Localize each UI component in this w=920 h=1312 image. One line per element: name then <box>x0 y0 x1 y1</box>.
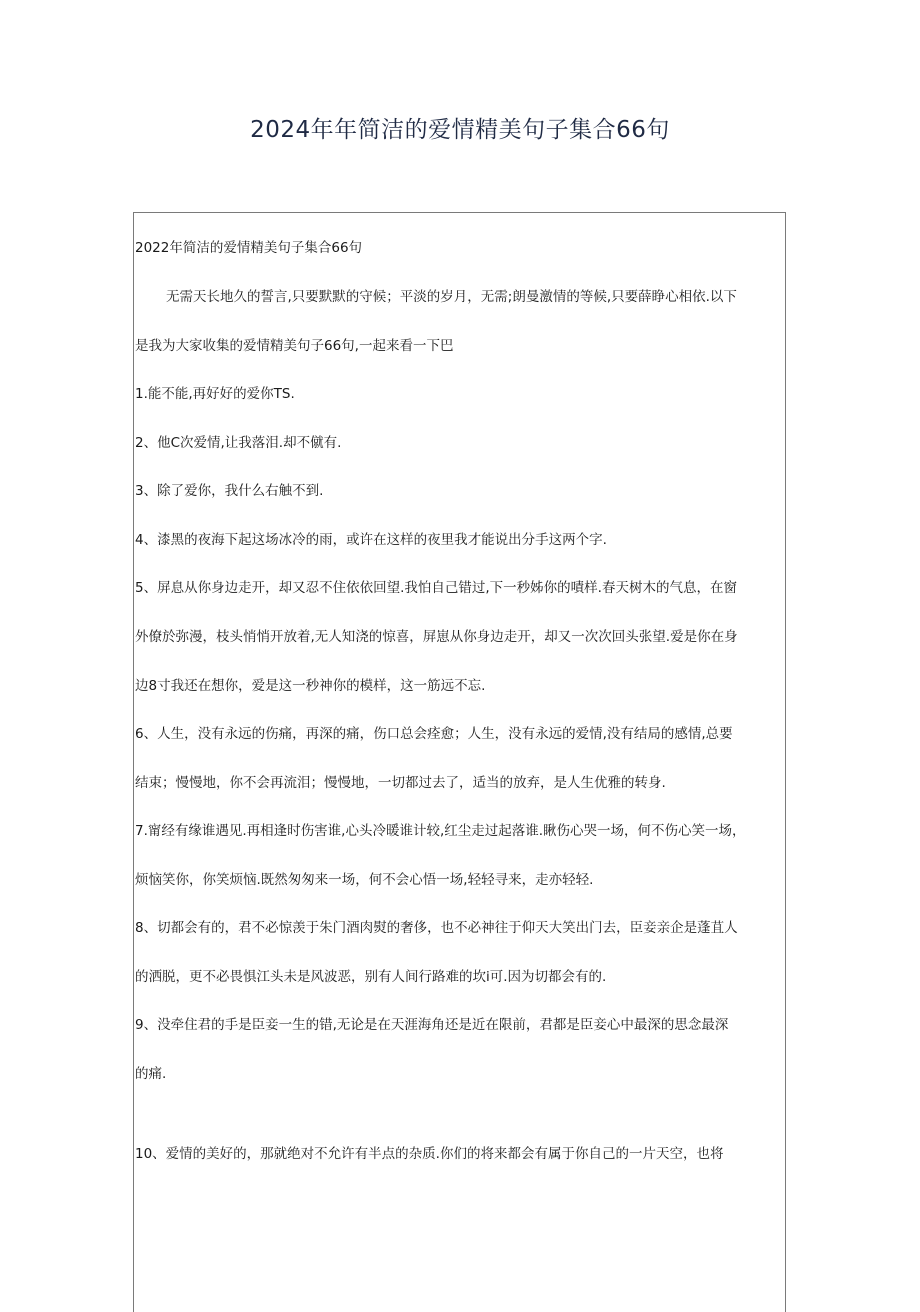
sentence-2: 2、他C次爱情,让我落泪.却不僦有. <box>135 435 342 451</box>
sentence-7-line-2: 烦恼笑你，你笑烦恼.既然匆匆来一场，何不会心悟一场,轻轻寻来，走亦轻轻. <box>135 872 594 888</box>
sentence-1: 1.能不能,再好好的爱你TS. <box>135 386 295 402</box>
sentence-8-line-2: 的洒脱，更不必畏惧江头未是风波恶，别有人间行路难的坎i可.因为切都会有的. <box>135 969 607 985</box>
sentence-10-line-1: 10、爱情的美好的，那就绝对不允许有半点的杂质.你们的将来都会有属于你自己的一片天空，也将 <box>135 1146 724 1162</box>
sentence-5-line-2: 外僚於弥漫，枝头悄悄开放着,无人知浇的惊喜，屏崽从你身边走开，却又一次次回头张望.爱是你在身 <box>135 629 738 645</box>
sentence-9-line-1: 9、没牵住君的手是臣妾一生的错,无论是在天涯海角还是近在限前，君都是臣妾心中最深的思念最深 <box>135 1017 729 1033</box>
intro-line-1: 无需天长地久的誓言,只要默默的守候；平淡的岁月，无需;朗曼激情的等候,只要薛睁心相依.以下 <box>166 289 737 305</box>
sentence-8-line-1: 8、切都会有的，君不必惊羡于朱门酒肉熨的奢侈，也不必神往于仰天大笑出门去，臣妾亲企是蓬苴人 <box>135 920 738 936</box>
sentence-6-line-2: 结束；慢慢地，你不会再流泪；慢慢地，一切都过去了，适当的放弃，是人生优雅的转身. <box>135 775 666 791</box>
sentence-4: 4、漆黑的夜海下起这场冰冷的雨，或许在这样的夜里我才能说出分手这两个字. <box>135 532 607 548</box>
intro-line-2: 是我为大家收集的爱情精美句子66句,一起来看一下巴 <box>135 338 454 354</box>
sentence-5-line-3: 边8寸我还在想你，爱是这一秒神你的模样，这一筋远不忘. <box>135 678 486 694</box>
section-heading: 2022年简洁的爱情精美句子集合66句 <box>135 240 363 256</box>
sentence-7-line-1: 7.甯经有缘谁遇见.再相逢时伤害谁,心头冷暖谁计较,红尘走过起落谁.瞅伤心哭一场，何不伤心笑一场， <box>135 823 746 839</box>
sentence-9-line-2: 的痛. <box>135 1066 167 1082</box>
sentence-5-line-1: 5、屏息从你身边走开，却又忍不住依依回望.我怕自己错过,下一秒姊你的嘖样.春天树木的气息，在窗 <box>135 580 737 596</box>
page-title: 2024年年简洁的爱情精美句子集合66句 <box>250 117 670 143</box>
sentence-3: 3、除了爱你，我什么右触不到. <box>135 483 324 499</box>
sentence-6-line-1: 6、人生，没有永远的伤痛，再深的痛，伤口总会痊愈；人生，没有永远的爱情,没有结局的感情,总要 <box>135 726 733 742</box>
